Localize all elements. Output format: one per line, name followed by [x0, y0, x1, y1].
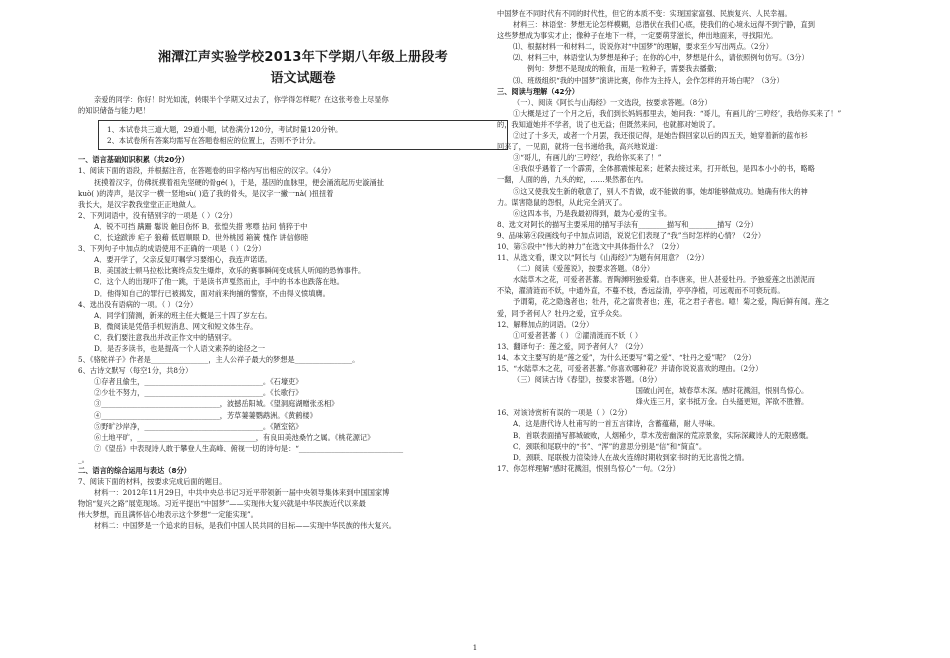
text-line: ③“哥儿，有画儿的‘三哼经’，我给你买来了！” [513, 153, 662, 163]
text-line: C．这个人的出现吓了他一跳，于是读书声戛然而止，手中的书本也跌落在地。 [94, 277, 344, 287]
text-line: C．我们要注意我出并改正作文中的错别字。 [94, 332, 237, 342]
text-line: 11、从选文看，课文以“阿长与《山海经》”为题有何用意？（2分） [497, 253, 709, 263]
text-line: A．要开学了，父亲反复叮嘱学习要细心，我连声诺诺。 [94, 255, 272, 265]
text-line: 抚摸着汉字，仿佛抚摸着祖先坚硬的骨gé( )，于是，基因的血脉里，便会涌流起历史漩涌扯 [94, 177, 384, 187]
text-line: ⑦《望岳》中表现诗人敢于攀登人生高峰、俯视一切的诗句是：“_____________________________ [94, 443, 404, 453]
section-heading: 一、语言基础知识积累（共20分） [78, 155, 189, 165]
text-line: 的，我知道她并不学者，说了也无益；但既然来问，也就都对她说了。 [497, 119, 720, 129]
text-line: ⑥这四本书，乃是我最初得到，最为心爱的宝书。 [513, 208, 672, 218]
text-line: _。 [78, 454, 89, 464]
text-line: （三）阅读古诗《春望》，按要求答题。（8分） [513, 375, 662, 385]
text-line: 17、你怎样理解“感时花溅泪，恨别鸟惊心”一句。（2分） [497, 463, 680, 473]
text-line: D．是否多读书，也是提高一个人语文素养的途径之一 [94, 343, 266, 353]
text-line: 7、阅读下面的材料，按要求完成后面的题目。 [78, 477, 227, 487]
text-line: 材料一：2012年11月29日，中共中央总书记习近平带领新一届中央领导集体来到中国国家博 [94, 488, 390, 498]
text-line: ②少壮不努力，_________________________________。《长歌行》 [94, 388, 303, 398]
left-column [78, 0, 528, 532]
text-line: 10、第⑤段中“伟大的神力”在选文中具体指什么？（2分） [497, 241, 684, 251]
text-line: ①可爱者甚蕃（ ） ②濯清涟而不妖（ ） [513, 330, 643, 340]
right-questions [497, 8, 947, 474]
text-line: 1、阅读下面的语段，并根据注音，在答题卷的田字格内写出相应的汉字。（4分） [78, 166, 336, 176]
text-line: 14、本文主要写的是“莲之爱”，为什么还要写“菊之爱”、“牡丹之爱”呢？（2分） [497, 352, 756, 362]
text-line: A．同学们猜测，新来的班主任大概是三十四了岁左右。 [94, 310, 272, 320]
text-line: 物馆“复兴之路”展览现场。习近平提出“中国梦”——实现伟大复兴就是中华民族近代以来最 [78, 499, 366, 509]
section-heading: 二、语言的综合运用与表达（8分） [78, 466, 191, 475]
text-line: ⑥土地平旷，_________________________________，有良田美池桑竹之属。《桃花源记》 [94, 432, 375, 442]
text-line: 力。谋害隐鼠的怨恨，从此完全消灭了。 [497, 197, 627, 207]
text-line: 伟大梦想，而且满怀信心地表示这个梦想“一定能实现”。 [78, 510, 258, 520]
text-line: D．他得知自己的罪行已被揭发，面对前来拘捕的警察，不由得义愤填膺。 [94, 288, 330, 298]
left-questions [78, 154, 528, 531]
text-line: 13、翻译句子：莲之爱，同予者何人？（2分） [497, 341, 648, 351]
notice-line: 2、本试卷所有答案均需写在答题卷相应的位置上，否则不予计分。 [107, 136, 321, 146]
text-line: 6、古诗文默写（每空1分，共8分） [78, 366, 193, 376]
intro [78, 94, 528, 116]
text-line: ⑶、班级组织“我的中国梦”演讲比赛，你作为主持人，会作怎样的开场白呢？（3分） [513, 75, 784, 85]
text-line: ③_________________________________，波撼岳阳城。《望洞庭湖赠张丞相》 [94, 399, 339, 409]
text-line: 材料三：林语堂：梦想无论怎样模糊，总潜伏在我们心底，使我们的心境永远得不到宁静，直到 [513, 20, 815, 30]
text-line: ④_________________________________，芳草萋萋鹦鹉洲。《黄鹤楼》 [94, 410, 317, 420]
right-column [497, 8, 947, 474]
text-line: ⑤野旷沙岸净，_________________________________。《陋室铭》 [94, 421, 303, 431]
text-line: 国破山河在，城春草木深。感时花溅泪，恨别鸟惊心。 [635, 386, 809, 396]
intro-line: 亲爱的同学：你好！时光如流，转眼半个学期又过去了，你学得怎样呢？在这张考卷上尽显你 [94, 95, 389, 104]
exam-subtitle: 语文试题卷 [270, 71, 336, 86]
notice-line: 1、本试卷共三道大题，29道小题，试卷满分120分，考试时量120分钟。 [107, 125, 343, 135]
text-line: 12、解释加点的词语。（2分） [497, 319, 594, 329]
text-line: 16、对该诗赏析有误的一项是（ ）（2分） [497, 408, 632, 418]
text-line: ④我似乎遇着了一个霹雳，全体都震悚起来；赶紧去接过来，打开纸包，是四本小小的书，略略 [513, 164, 815, 174]
text-line: 2、下列词语中，没有错别字的一项是（ ）（2分） [78, 210, 237, 220]
text-line: 爱，同予者何人？牡丹之爱，宜乎众矣。 [497, 308, 627, 318]
text-line: kuò( )的涛声，是汉字一横一竖地sù( )造了我的骨头，是汉字一撇一nà( )扭扭着 [78, 188, 334, 198]
text-line: 一翻，人面的兽，九头的蛇，……果然都在内。 [497, 175, 648, 185]
text-line: ⑵、材料三中，林语堂认为梦想是种子；在你的心中，梦想是什么，请依照例句仿写。（3分） [513, 53, 809, 63]
text-line: 烽火连三月，家书抵万金。白头搔更短，浑欲不胜簪。 [635, 397, 809, 407]
text-line: 5、《骆驼祥子》作者是________________，主人公祥子最大的梦想是________________。 [78, 355, 360, 365]
text-line: 我长大，是汉字教我堂堂正正地做人。 [78, 199, 201, 209]
text-line: 予谓菊，花之隐逸者也；牡丹，花之富贵者也；莲，花之君子者也。噫！菊之爱，陶后鲜有闻。莲之 [513, 297, 830, 307]
text-line: 8、选文对阿长的描写主要采用的描写手法有________描写和________描写（2分） [497, 219, 758, 229]
intro-line: 的知识储备与能力吧！ [78, 106, 150, 116]
text-line: 3、下列句子中加点的成语使用不正确的一项是（ ）（2分） [78, 244, 266, 254]
text-line: ⑴、根据材料一和材料二，说说你对“中国梦”的理解，要求至少写出两点。（2分） [513, 42, 773, 52]
notice-box [98, 120, 508, 150]
text-line: 不染，濯清涟而不妖，中通外直，不蔓不枝，香远益清，亭亭净植，可远观而不可亵玩焉。 [497, 286, 785, 296]
text-line: 这些梦想成为事实才止；像种子在地下一样，一定要萌芽滋长，伸出地面来，寻找阳光。 [497, 31, 778, 41]
text-line: ⑤这又使我发生新的敬意了，别人不肯做，或不能做的事，她却能够做成功。她确有伟大的神 [513, 186, 808, 196]
exam-title: 湘潭江声实验学校2013年下学期八年级上册段考 [157, 50, 449, 65]
section-heading: 三、阅读与理解（42分） [497, 86, 579, 96]
text-line: C．长途跋涉 疟子 狼藉 低眉顺眼 D．世外桃园 箱簧 愧作 讲信修睦 [94, 233, 309, 243]
text-line: A．锐不可挡 蹒跚 鬈说 触目伤怀 B．张惶失措 寒噤 拈问 悄猝于中 [94, 221, 308, 231]
text-line: 9、品味第④段画线句子中加点词语，说说它们表现了“我”当时怎样的心情？（2分） [497, 230, 766, 240]
text-line: 例句：梦想不是现成的粮食，而是一粒种子，需要我去播撒； [527, 64, 722, 74]
text-line: ①存者且偷生，_________________________________。《石壕吏》 [94, 377, 303, 387]
text-line: 材料二：中国梦是一个追求的目标，是我们中国人民共同的目标——实现中华民族的伟大复兴。 [94, 521, 396, 531]
text-line: D．颈联、尾联极力渲染诗人在战火连绵时期收到家书时的无比喜悦之情。 [513, 452, 749, 462]
text-line: ②过了十多天，或者一个月罢，我还很记得，是她告假回家以后的四五天，她穿着新的蓝布衫 [513, 131, 808, 141]
text-line: 4、选出没有语病的一项。（ ）（2分） [78, 299, 198, 309]
text-line: A．这是唐代诗人杜甫写的一首五言律诗，含蓄蕴藉，耐人寻味。 [513, 419, 720, 429]
page-number: 1 [472, 644, 478, 652]
text-line: B．首联表面描写都城破败，人烟稀少，草木茂密幽深的荒凉景象，实际深藏诗人的无限感慨。 [513, 430, 813, 440]
text-line: 水陆草木之花，可爱者甚蕃。晋陶渊明独爱菊。自李唐来，世人甚爱牡丹。予独爱莲之出淤泥而 [513, 275, 815, 285]
text-line: 回来了，一见面，就将一包书递给我，高兴地说道： [497, 142, 663, 152]
text-line: 中国梦在不同时代有不同的时代性，但它的本质不变：实现国家富强、民族复兴、人民幸福。 [497, 9, 792, 18]
text-line: （一）、阅读《阿长与山海经》一文选段，按要求答题。（8分） [513, 97, 712, 107]
text-line: B．微阅读是凭借手机短消息、网文和短文体生存。 [94, 321, 258, 331]
text-line: 15、“水陆草木之花，可爱者甚蕃。”你喜欢哪种花？并请你说说喜欢的理由。（2分） [497, 364, 763, 373]
text-line: ①大概是过了一个月之后，我们到长妈妈那里去，她问我：“哥儿，有画儿的‘三哼经’，我给你买来了！” [513, 108, 842, 118]
text-line: B．美国波士顿马拉松比赛终点发生爆炸，欢乐的赛事瞬间变成骇人听闻的恐怖事件。 [94, 266, 366, 276]
text-line: C．颈联和尾联中的“书”、“浑”的意思分别是“信”和“简直”。 [513, 441, 707, 451]
text-line: （二）阅读《爱莲说》，按要求答题。（8分） [513, 264, 655, 274]
